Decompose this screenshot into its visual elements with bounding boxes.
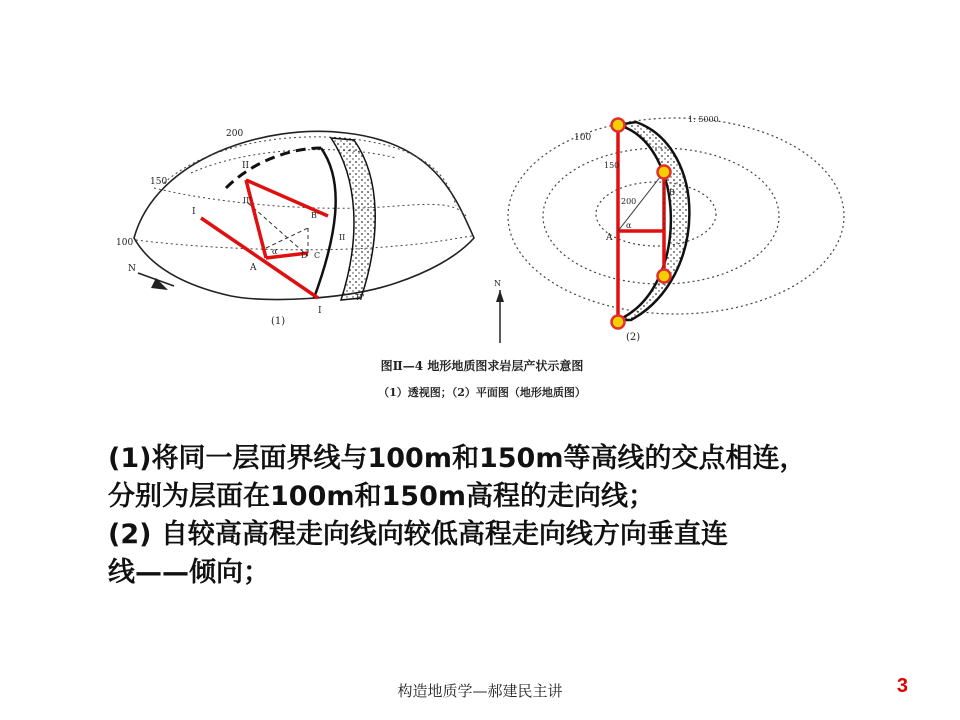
figure-caption-title: 图Ⅱ—4 地形地质图求岩层产状示意图	[380, 359, 584, 373]
footer-title: 构造地质学—郝建民主讲	[397, 682, 563, 700]
marker-top	[612, 119, 625, 132]
panel-label-1: (1)	[271, 316, 286, 327]
label-alpha: α	[272, 247, 278, 256]
plan-label-150: 150	[604, 161, 620, 170]
plan-diagram	[494, 115, 844, 343]
label-N-left: N	[128, 264, 136, 274]
contour-200	[164, 137, 456, 206]
figure-caption-sub: （1）透视图；（2）平面图（地形地质图）	[378, 386, 586, 399]
contour-150	[154, 188, 466, 216]
label-D: D	[301, 251, 308, 260]
marker-upper	[658, 166, 671, 179]
plan-contour-200	[596, 182, 716, 246]
label-I-bottom: I	[318, 306, 322, 316]
text-line-1: (1)将同一层面界线与100m和150m等高线的交点相连，	[108, 443, 807, 474]
bed-boundary-1	[226, 148, 321, 188]
text-line-2: 分别为层面在100m和150m高程的走向线；	[108, 481, 655, 512]
label-A: A	[250, 263, 257, 273]
panel-label-2: (2)	[626, 332, 641, 343]
marker-lower	[658, 270, 671, 283]
explanation-text	[108, 440, 868, 592]
text-line-3: (2) 自较高高程走向线向较低高程走向线方向垂直连	[108, 519, 728, 550]
label-C: C	[314, 251, 321, 260]
geologic-figure	[96, 88, 869, 418]
plan-scale: 1: 5000	[688, 115, 719, 124]
label-contour-200: 200	[226, 129, 244, 139]
label-II-right: II	[339, 233, 346, 242]
perspective-diagram	[116, 129, 474, 327]
label-II-prime-top: II'	[243, 196, 252, 205]
plan-label-200: 200	[621, 197, 637, 206]
plan-label-C: C	[669, 227, 676, 236]
label-II-prime-bottom: II'	[356, 293, 365, 302]
plan-label-B: B	[669, 188, 675, 197]
stratum-band	[331, 138, 375, 300]
label-B-prime: B'	[311, 211, 320, 220]
bed-boundary-2	[314, 148, 336, 298]
label-contour-150: 150	[150, 177, 168, 187]
plan-label-100: 100	[574, 133, 592, 143]
plan-label-alpha: α	[626, 221, 632, 230]
label-I-left: I	[192, 207, 196, 217]
label-II-top: II	[242, 161, 250, 171]
red-construction-lines	[201, 180, 328, 298]
page-number: 3	[896, 675, 908, 697]
plan-label-N: N	[494, 279, 501, 288]
label-contour-100: 100	[116, 238, 134, 248]
contour-100	[136, 236, 472, 250]
plan-label-A: A	[606, 233, 613, 243]
text-line-4: 线——倾向；	[108, 557, 270, 588]
marker-bottom	[612, 316, 625, 329]
dome-outline	[134, 131, 474, 299]
